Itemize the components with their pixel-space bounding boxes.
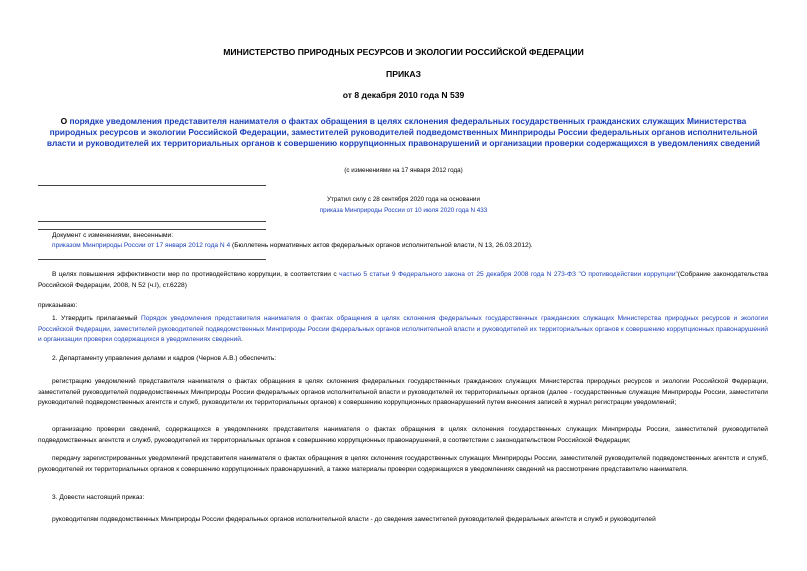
separator-line [38, 259, 266, 260]
changes-rest: (Бюллетень нормативных актов федеральных органов исполнительной власти, N 13, 26.03.2012). [230, 242, 533, 249]
separator-line [38, 185, 266, 186]
paragraph-approve [38, 314, 768, 346]
paragraph-intro [38, 270, 768, 291]
paragraph-heads: руководителям подведомственных Минприроды России федеральных органов исполнительной власти - до сведения заместителей руководителей федеральных агентств и служб и руководителей [52, 516, 656, 523]
ministry-heading: МИНИСТЕРСТВО ПРИРОДНЫХ РЕСУРСОВ И ЭКОЛОГИИ РОССИЙСКОЙ ФЕДЕРАЦИИ [223, 47, 584, 57]
date-number-heading: от 8 декабря 2010 года N 539 [342, 90, 465, 100]
document-title [36, 116, 771, 150]
approve-text-a: 1. Утвердить прилагаемый [52, 315, 141, 322]
lost-force-line1: Утратил силу с 28 сентября 2020 года на основании [327, 196, 480, 203]
title-prefix: О [60, 116, 70, 126]
intro-text-b: (Собрание законодательства Российской Федерации, 2008, N 52 (ч.I), ст.6228) [38, 271, 769, 289]
separator-line [38, 229, 266, 230]
paragraph-communicate: 3. Довести настоящий приказ: [52, 494, 145, 501]
paragraph-registration: регистрацию уведомлений представителя нанимателя о фактах обращения в целях склонения федеральных государственных гражданских служащих Министерства природных ресурсов и экологии Российской Федерации, заместителей руководителей подведомственных Минприроды России федеральных органов исполнительной власти и руководителей их территориальных органов (далее - государственные служащие Минприроды России, заместители руководителей подведомственных агентств и служб, руководители их территориальных органов) к совершению коррупционных правонарушений путем внесения записей в журнал регистрации уведомлений; [38, 378, 768, 407]
intro-text-a: В целях повышения эффективности мер по противодействию коррупции, в соответствии с [52, 271, 340, 278]
paragraph-verification: организацию проверки сведений, содержащихся в уведомлениях представителя нанимателя о фактах обращения в целях склонения государственных служащих Минприроды России, заместителей руководителей подведомственных агентств и служб, руководителей их территориальных органов к совершению коррупционных правонарушений, в соответствии с законодательством Российской Федерации; [38, 426, 768, 444]
approve-text-b: . [240, 336, 243, 344]
paragraph-transfer: передачу зарегистрированных уведомлений представителя нанимателя о фактах обращения в целях склонения государственных служащих Минприроды России, заместителей руководителей подведомственных агентств и служб, руководителей их территориальных органов к совершению коррупционных правонарушений, а также материалы проверки содержащихся в уведомлениях сведений на рассмотрение представителю нанимателя. [38, 455, 768, 473]
law-link[interactable]: частью 5 статьи 9 Федерального закона от 25 декабря 2008 года N 273-ФЗ "О противодействии коррупции" [339, 271, 678, 278]
lost-force-line2 [40, 207, 767, 214]
procedure-link[interactable]: Порядок уведомления представителя нанимателя о фактах обращения в целях склонения федеральных государственных гражданских служащих Министерства природных ресурсов и экологии Российской Федерации, заместителей руководителей подведомственных Минприроды России федеральных органов исполнительной власти и руководителей их территориальных органов к совершению коррупционных правонарушений и организации проверки содержащихся в уведомлениях сведений [38, 315, 768, 344]
amendment-note: (с изменениями на 17 января 2012 года) [344, 167, 463, 174]
changes-link[interactable]: приказом Минприроды России от 17 января 2012 года N 4 [52, 242, 231, 249]
changes-line [52, 241, 767, 252]
doc-type-heading: ПРИКАЗ [386, 69, 421, 79]
paragraph-order: приказываю: [38, 302, 78, 309]
separator-line [38, 221, 266, 222]
paragraph-department: 2. Департаменту управления делами и кадров (Чернов А.В.) обеспечить: [52, 355, 277, 362]
title-link[interactable]: порядке уведомления представителя нанимателя о фактах обращения в целях склонения федеральных государственных гражданских служащих Министерства природных ресурсов и экологии Российской Федерации, заместителей руководителей подведомственных Минприроды России федеральных органов исполнительной власти и руководителей их территориальных органов к совершению коррупционных правонарушений и организации проверки содержащихся в уведомлениях сведений [46, 116, 761, 149]
lost-force-link[interactable]: приказа Минприроды России от 10 июля 2020 года N 433 [319, 207, 488, 214]
changes-label: Документ с изменениями, внесенными: [52, 232, 174, 239]
